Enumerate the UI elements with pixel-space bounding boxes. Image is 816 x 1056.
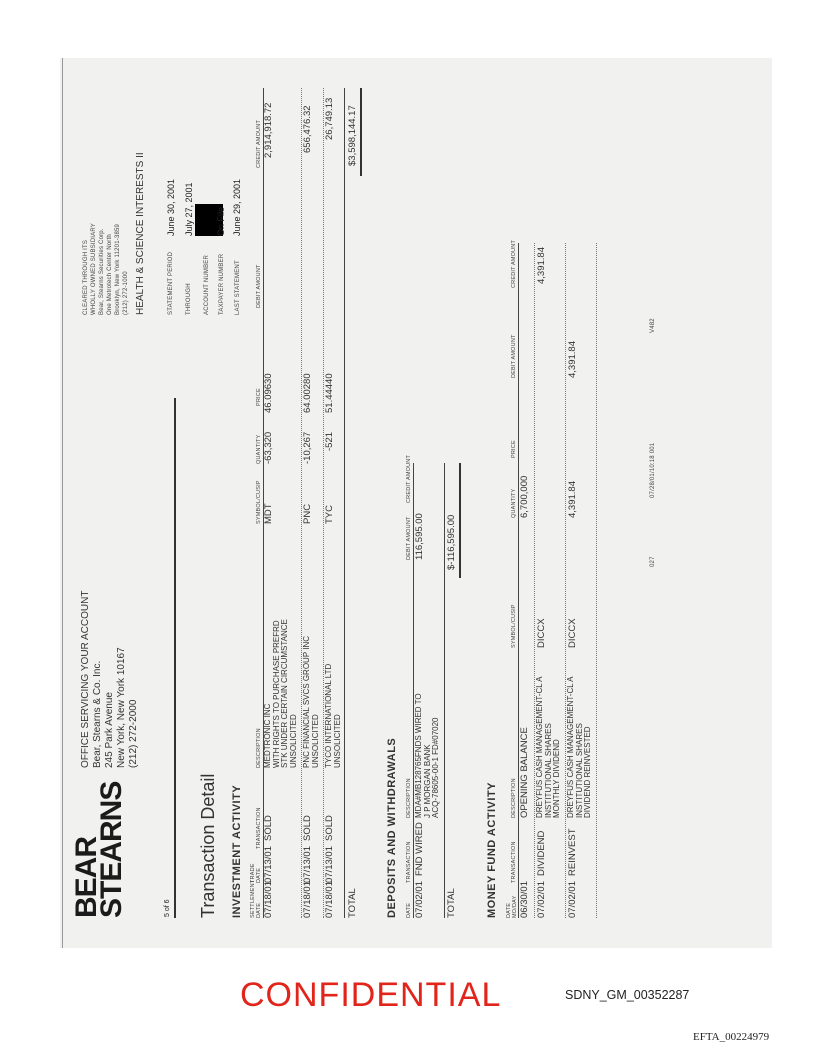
deposits-header-debit: DEBIT AMOUNT <box>406 516 412 560</box>
money-fund-header-credit: CREDIT AMOUNT <box>511 239 517 288</box>
statement-period-label: STATEMENT PERIOD <box>168 251 174 315</box>
through-value: July 27, 2001 <box>184 182 194 236</box>
account-number-label: ACCOUNT NUMBER <box>204 254 210 315</box>
settle-date: 07/18/01 <box>302 881 313 918</box>
deposits-header-description: DESCRIPTION <box>406 778 412 818</box>
description-line: ACQ-78605-00-1 FD#07020 <box>431 717 440 818</box>
transaction-type: SOLD <box>263 815 274 841</box>
description-line: DREYFUS CASH MANAGEMENT-CL A <box>566 676 575 818</box>
description-line: UNSOLICITED <box>310 714 320 768</box>
credit-amount: 2,914,918.72 <box>263 102 274 158</box>
title-rule <box>174 398 176 918</box>
investment-activity-title: INVESTMENT ACTIVITY <box>231 784 243 918</box>
footer-code-1: 027 <box>650 556 656 567</box>
footer-code-3: V482 <box>650 318 656 333</box>
description-line: MONTHLY DIVIDEND <box>552 739 561 818</box>
page-number: 5 of 6 <box>164 899 171 917</box>
investment-header-price: PRICE <box>256 388 262 406</box>
symbol: MDT <box>263 503 274 524</box>
quantity: -521 <box>324 431 335 451</box>
description-line: MEDTRONIC INC <box>263 703 272 768</box>
logo-line-1: BEAR <box>70 836 103 918</box>
investment-header-trade: TRADE DATE <box>250 863 262 883</box>
footer-code-2: 07/28/01/10:18 001 <box>650 442 656 498</box>
fund-date: 07/02/01 <box>567 881 578 918</box>
office-line-1: OFFICE SERVICING YOUR ACCOUNT <box>80 590 91 768</box>
deposit-transaction: FND WIRED <box>414 822 425 876</box>
bear-stearns-logo <box>70 781 128 918</box>
credit-amount: 26,749.13 <box>324 97 335 140</box>
scanned-statement <box>60 58 772 948</box>
fund-description <box>536 676 562 818</box>
bates-number: SDNY_GM_00352287 <box>565 988 690 1002</box>
trade-date: 07/13/01 <box>263 846 274 883</box>
symbol: TYC <box>324 505 335 524</box>
clearing-line-6: (212) 272-1000 <box>123 271 129 315</box>
confidential-stamp: CONFIDENTIAL <box>240 976 502 1014</box>
symbol: PNC <box>302 503 313 524</box>
statement-period-value: June 30, 2001 <box>166 178 176 236</box>
money-fund-header-price: PRICE <box>511 440 517 458</box>
page-title: Transaction Detail <box>198 773 218 918</box>
through-label: THROUGH <box>186 283 192 315</box>
description <box>303 636 320 768</box>
settle-date: 07/18/01 <box>263 881 274 918</box>
clearing-line-2: WHOLLY OWNED SUBSIDIARY <box>91 223 97 315</box>
deposit-debit: 116,595.00 <box>414 513 425 560</box>
trade-date: 07/13/01 <box>302 846 313 883</box>
total-underline <box>360 88 362 176</box>
fund-symbol: DICCX <box>567 618 578 648</box>
description-line: INSTITUTIONAL SHARES <box>574 723 584 818</box>
description-line: DREYFUS CASH MANAGEMENT-CL A <box>535 676 544 818</box>
description-line: PNC FINANCIAL SVCS GROUP INC <box>302 635 311 768</box>
investment-header-description: DESCRIPTION <box>256 728 262 768</box>
money-fund-header-symbol: SYMBOL/CUSIP <box>511 604 517 648</box>
money-fund-header-description: DESCRIPTION <box>511 778 517 818</box>
fund-date: 06/30/01 <box>519 881 530 918</box>
quantity: -10,267 <box>302 431 313 464</box>
fund-description <box>567 676 593 818</box>
deposits-header-credit: CREDIT AMOUNT <box>406 454 412 503</box>
description-line: TYCO INTERNATIONAL LTD <box>324 663 333 768</box>
deposit-date: 07/02/01 <box>414 881 425 918</box>
description-line: WITH RIGHTS TO PURCHASE PREFRD <box>271 620 281 768</box>
office-line-3: 245 Park Avenue <box>104 692 115 768</box>
fund-credit: 4,391.84 <box>536 247 547 284</box>
description <box>264 619 298 768</box>
total-rule <box>344 88 345 918</box>
investment-total-label: TOTAL <box>347 888 358 918</box>
deposits-header-transaction: TRANSACTION <box>406 841 412 883</box>
rotated-statement-page <box>60 58 772 948</box>
account-name: HEALTH & SCIENCE INTERESTS II <box>135 152 146 315</box>
fund-date: 07/02/01 <box>536 881 547 918</box>
description-line: UNSOLICITED <box>332 714 342 768</box>
description-line: DIVIDEND REINVESTED <box>583 726 592 818</box>
clearing-line-3: Bear, Stearns Securities Corp. <box>99 228 105 315</box>
investment-header-credit: CREDIT AMOUNT <box>256 119 262 168</box>
description-line: MDA#MB128765FNDS WIRED TO <box>414 693 423 818</box>
transaction-type: SOLD <box>302 815 313 841</box>
investment-header-transaction: TRANSACTION <box>256 807 262 849</box>
office-line-4: New York, New York 10167 <box>116 647 127 768</box>
fund-symbol: DICCX <box>536 618 547 648</box>
credit-amount: 656,476.32 <box>302 105 313 153</box>
transaction-type: SOLD <box>324 815 335 841</box>
last-statement-label: LAST STATEMENT <box>235 260 241 315</box>
money-fund-header-debit: DEBIT AMOUNT <box>511 334 517 378</box>
fund-transaction: REINVEST <box>567 828 578 876</box>
settle-date: 07/18/01 <box>324 881 335 918</box>
deposits-title: DEPOSITS AND WITHDRAWALS <box>386 737 398 918</box>
money-fund-title: MONEY FUND ACTIVITY <box>486 781 498 918</box>
taxpayer-value: On File <box>216 206 226 236</box>
office-line-5: (212) 272-2000 <box>128 699 139 768</box>
investment-total-credit: $3,598,144.17 <box>347 105 358 166</box>
office-address <box>80 591 140 768</box>
deposits-total-underline <box>459 463 461 578</box>
description-line: INSTITUTIONAL SHARES <box>543 723 553 818</box>
fund-description: OPENING BALANCE <box>519 727 530 818</box>
taxpayer-label: TAXPAYER NUMBER <box>219 253 225 315</box>
deposit-description <box>415 693 441 818</box>
price: 46.09630 <box>263 373 274 413</box>
clearing-line-1: CLEARED THROUGH ITS <box>83 239 89 315</box>
deposits-total-rule <box>444 463 445 918</box>
price: 51.44440 <box>324 373 335 413</box>
deposits-total-debit: $-116,595.00 <box>446 514 457 570</box>
description-line: UNSOLICITED <box>288 714 298 768</box>
fund-quantity: 6,700,000 <box>519 475 530 518</box>
investment-header-quantity: QUANTITY <box>256 434 262 464</box>
description-line: STK UNDER CERTAIN CIRCUMSTANCE <box>280 619 289 768</box>
clearing-line-5: Brooklyn, New York 11201-3859 <box>115 223 121 315</box>
clearing-block <box>82 223 130 315</box>
office-line-2: Bear, Stearns & Co. Inc. <box>92 660 103 768</box>
money-fund-header-quantity: QUANTITY <box>511 488 517 518</box>
quantity: -63,320 <box>263 431 274 464</box>
money-fund-header-date: DATE MO/DAY <box>506 895 518 918</box>
fund-debit: 4,391.84 <box>567 341 578 378</box>
trade-date: 07/13/01 <box>324 846 335 883</box>
investment-header-debit: DEBIT AMOUNT <box>256 264 262 308</box>
description-line: J P MORGAN BANK <box>422 744 432 818</box>
investment-header-symbol: SYMBOL/CUSIP <box>256 480 262 524</box>
price: 64.00280 <box>302 373 313 413</box>
clearing-line-4: One Metrotech Center North <box>107 234 113 315</box>
deposits-header-date: DATE <box>406 902 412 918</box>
deposits-total-label: TOTAL <box>446 888 457 918</box>
fund-quantity: 4,391.84 <box>567 481 578 518</box>
last-statement-value: June 29, 2001 <box>232 178 242 236</box>
scan-edge-left <box>62 58 63 948</box>
row-divider <box>596 243 597 918</box>
efta-number: EFTA_00224979 <box>693 1031 770 1043</box>
logo-line-2: STEARNS <box>95 781 128 918</box>
fund-transaction: DIVIDEND <box>536 830 547 876</box>
investment-header-settle: SETTLEMENT DATE <box>250 879 262 918</box>
money-fund-header-transaction: TRANSACTION <box>511 841 517 883</box>
description <box>325 664 342 768</box>
row-divider <box>323 88 324 918</box>
